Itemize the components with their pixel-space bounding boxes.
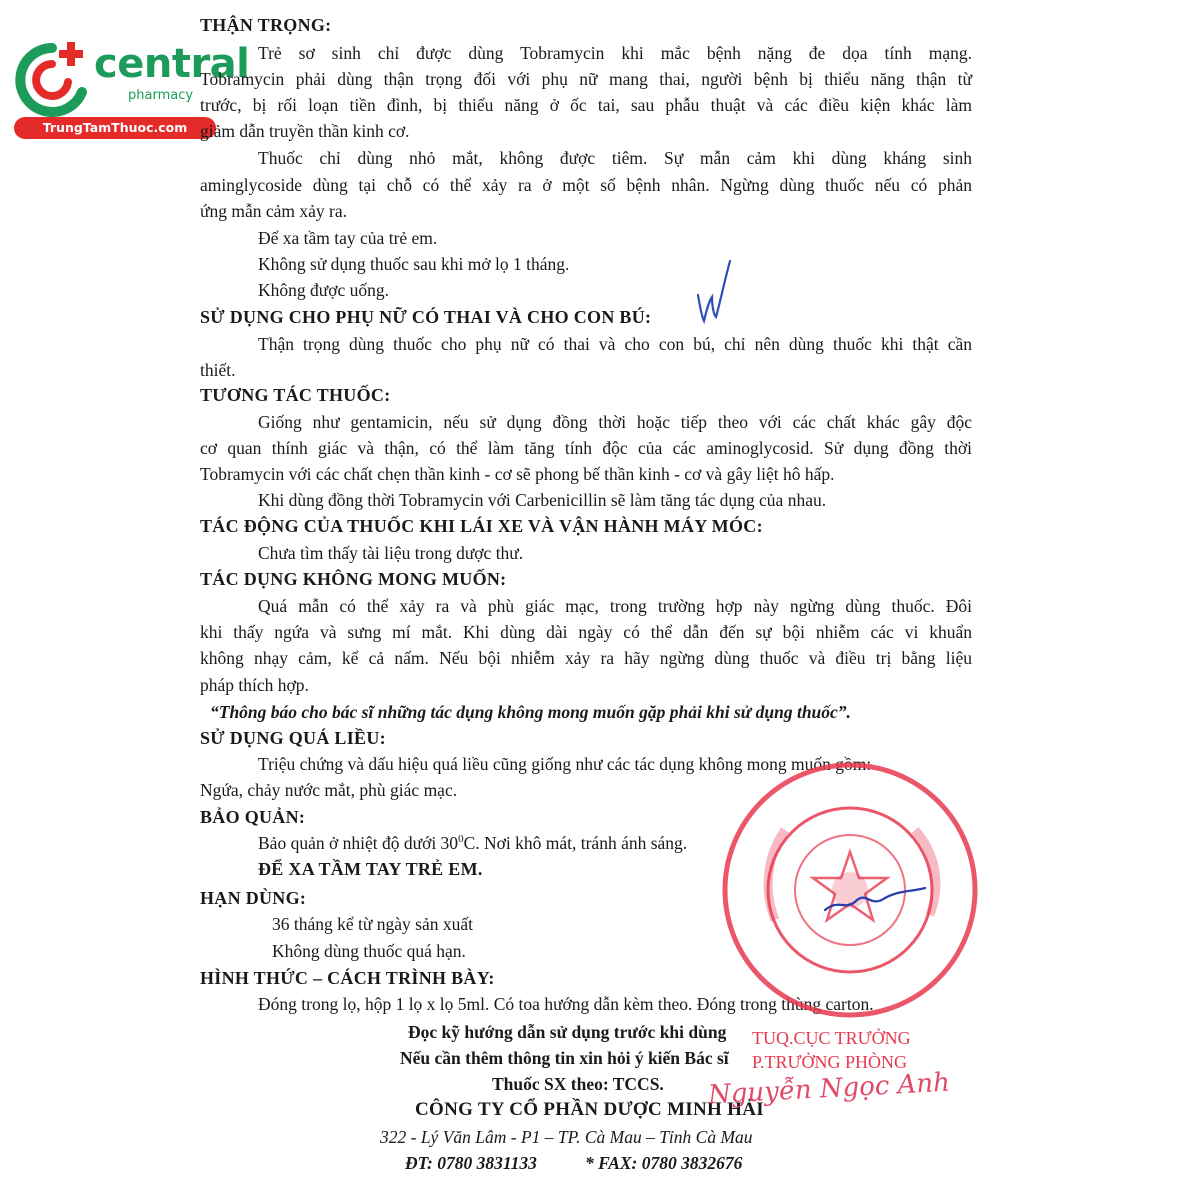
logo-brand: central (94, 41, 250, 87)
footer-fax: * FAX: 0780 3832676 (585, 1153, 743, 1173)
doctor-notice: “Thông báo cho bác sĩ những tác dụng không mong muốn gặp phải khi sử dụng thuốc”. (210, 702, 851, 722)
section-heading-khong-mong-muon: TÁC DỤNG KHÔNG MONG MUỐN: (200, 569, 507, 589)
paragraph-line: Quá mẫn có thể xảy ra và phù giác mạc, trong trường hợp này ngừng dùng thuốc. Đôi (258, 596, 972, 616)
storage-text-before: Bảo quản ở nhiệt độ dưới 30 (258, 833, 459, 853)
central-pharmacy-logo (8, 38, 250, 138)
paragraph-line: giảm dẫn truyền thần kinh cơ. (200, 121, 410, 141)
paragraph-line: cơ quan thính giác và thận, có thể làm tăng tính độc của các aminoglycosid. Sử dụng đồng thời (200, 438, 972, 458)
paragraph-line: Thận trọng dùng thuốc cho phụ nữ có thai và cho con bú, chỉ nên dùng thuốc khi thật cần (258, 334, 972, 354)
paragraph-line: Tobramycin với các chất chẹn thần kinh - cơ sẽ phong bế thần kinh - cơ và gây liệt hô hấp. (200, 464, 835, 484)
paragraph-line: Không dùng thuốc quá hạn. (272, 941, 466, 961)
logo-url-badge: TrungTamThuoc.com (14, 117, 216, 139)
paragraph-line: Để xa tầm tay của trẻ em. (258, 228, 438, 248)
paragraph-line: Không sử dụng thuốc sau khi mở lọ 1 tháng. (258, 254, 570, 274)
storage-line (258, 832, 687, 854)
paragraph-line: không nhạy cảm, kể cả nấm. Nếu bội nhiễm xảy ra hãy ngừng dùng thuốc và điều trị bằng liệu (200, 648, 972, 668)
footer-read-instructions: Đọc kỹ hướng dẫn sử dụng trước khi dùng (408, 1022, 727, 1042)
storage-degree: 0 (458, 833, 464, 846)
paragraph-line: 36 tháng kể từ ngày sản xuất (272, 914, 473, 934)
footer-phone: ĐT: 0780 3831133 (405, 1153, 537, 1173)
section-heading-phu-nu: SỬ DỤNG CHO PHỤ NỮ CÓ THAI VÀ CHO CON BÚ: (200, 307, 652, 327)
stamp-authority-line: TUQ.CỤC TRƯỞNG (752, 1028, 911, 1048)
section-heading-bao-quan: BẢO QUẢN: (200, 807, 306, 827)
paragraph-line: Triệu chứng và dấu hiệu quá liều cũng giống như các tác dụng không mong muốn gồm: (258, 754, 872, 774)
paragraph-line: trước, bị rối loạn tiền đình, bị thiểu năng ở ốc tai, sau phẫu thuật và các điều kiện khác làm (200, 95, 972, 115)
section-heading-than-trong: THẬN TRỌNG: (200, 15, 332, 35)
section-heading-qua-lieu: SỬ DỤNG QUÁ LIỀU: (200, 728, 386, 748)
paragraph-line: Giống như gentamicin, nếu sử dụng đồng thời hoặc tiếp theo với các chất khác gây độc (258, 412, 972, 432)
keep-away-warning: ĐỂ XA TẦM TAY TRẺ EM. (258, 859, 483, 879)
section-heading-tuong-tac: TƯƠNG TÁC THUỐC: (200, 385, 391, 405)
footer-company-name: CÔNG TY CỔ PHẦN DƯỢC MINH HẢI (415, 1099, 764, 1120)
footer-address: 322 - Lý Văn Lâm - P1 – TP. Cà Mau – Tỉnh Cà Mau (380, 1127, 753, 1147)
paragraph-line: thiết. (200, 360, 236, 380)
section-heading-lai-xe: TÁC ĐỘNG CỦA THUỐC KHI LÁI XE VÀ VẬN HÀNH MÁY MÓC: (200, 516, 763, 536)
paragraph-line: Đóng trong lọ, hộp 1 lọ x lọ 5ml. Có toa hướng dẫn kèm theo. Đóng trong thùng carton. (258, 994, 874, 1014)
pharmacy-cross-icon (12, 40, 94, 120)
footer-ask-doctor: Nếu cần thêm thông tin xin hỏi ý kiến Bác sĩ (400, 1048, 729, 1068)
paragraph-line: Ngứa, chảy nước mắt, phù giác mạc. (200, 780, 458, 800)
signature-name: Nguyễn Ngọc Anh (707, 1067, 951, 1111)
paragraph-line: khi thấy ngứa và sưng mí mắt. Khi dùng dài ngày có thể dẫn đến sự bội nhiễm các vi khuẩn (200, 622, 972, 642)
paragraph-line: Thuốc chỉ dùng nhỏ mắt, không được tiêm. Sự mẫn cảm khi dùng kháng sinh (258, 148, 972, 168)
paragraph-line: Không được uống. (258, 280, 390, 300)
section-heading-trinh-bay: HÌNH THỨC – CÁCH TRÌNH BÀY: (200, 968, 495, 988)
initials-mark (690, 255, 735, 327)
section-heading-han-dung: HẠN DÙNG: (200, 888, 307, 908)
paragraph-line: Tobramycin phải dùng thận trọng đối với phụ nữ mang thai, người bệnh bị thiểu năng thận từ (200, 69, 972, 89)
footer-standard: Thuốc SX theo: TCCS. (492, 1074, 664, 1094)
paragraph-line: Trẻ sơ sinh chỉ được dùng Tobramycin khi mắc bệnh nặng đe dọa tính mạng. (258, 43, 972, 63)
paragraph-line: aminglycoside dùng tại chỗ có thể xảy ra ở một số bệnh nhân. Ngừng dùng thuốc nếu có phản (200, 175, 972, 195)
stamp-position-line: P.TRƯỞNG PHÒNG (752, 1052, 907, 1072)
paragraph-line: Khi dùng đồng thời Tobramycin với Carbenicillin sẽ làm tăng tác dụng của nhau. (258, 490, 827, 510)
paragraph-line: Chưa tìm thấy tài liệu trong dược thư. (258, 543, 524, 563)
official-stamp (675, 760, 1025, 1030)
storage-text-after: C. Nơi khô mát, tránh ánh sáng. (463, 833, 688, 853)
paragraph-line: ứng mẫn cảm xảy ra. (200, 201, 347, 221)
paragraph-line: pháp thích hợp. (200, 675, 309, 695)
logo-subtitle: pharmacy (128, 88, 194, 103)
